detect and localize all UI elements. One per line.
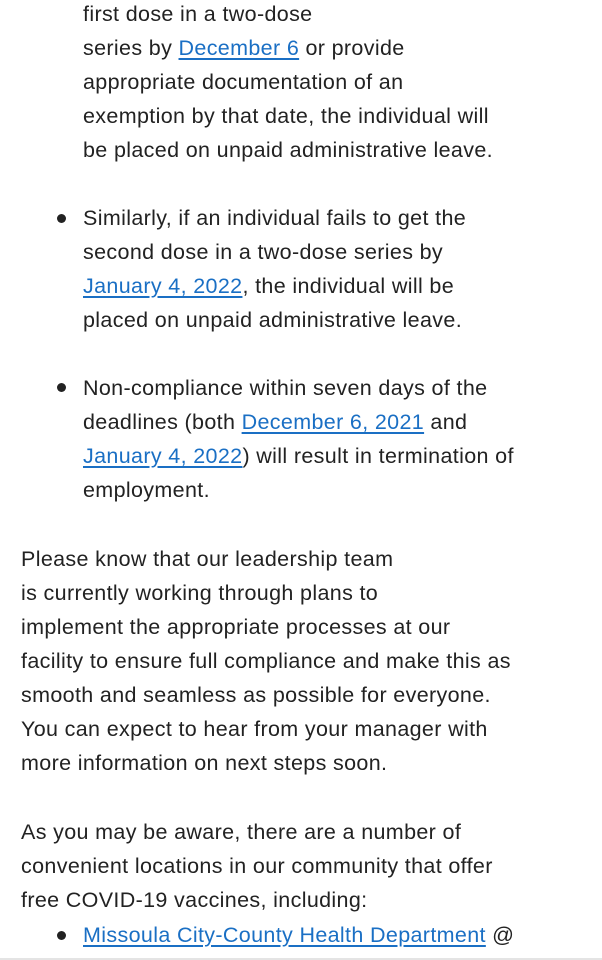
item3-line3 <box>83 439 598 473</box>
para1-line: Please know that our leadership team <box>21 547 394 571</box>
para2-line: free COVID-19 vaccines, including: <box>21 888 368 912</box>
december-6-2021-link[interactable]: December 6, 2021 <box>241 410 425 434</box>
item1-line1: first dose in a two-dose <box>83 2 313 26</box>
para2-line: As you may be aware, there are a number of <box>21 820 462 844</box>
item2-line1: Similarly, if an individual fails to get the <box>83 206 467 230</box>
item4-text-after: @ <box>485 923 515 947</box>
bullet-dot <box>57 931 66 940</box>
para1-line: is currently working through plans to <box>21 581 379 605</box>
item3-line2-text-after: and <box>424 410 468 434</box>
item2-line2: second dose in a two-dose series by <box>83 240 444 264</box>
para2-line: convenient locations in our community that offer <box>21 854 493 878</box>
item3-line3-text-after: ) will result in termination of <box>242 444 514 468</box>
item2-line3 <box>83 269 598 303</box>
list-item-health-department <box>83 918 598 952</box>
item2-line3-text-after: , the individual will be <box>242 274 455 298</box>
item1-line4: exemption by that date, the individual will <box>83 104 489 128</box>
item3-line2-text: deadlines (both <box>83 410 242 434</box>
para1-line: implement the appropriate processes at our <box>21 615 451 639</box>
item1-line5: be placed on unpaid administrative leave. <box>83 138 493 162</box>
para1-line: You can expect to hear from your manager with <box>21 717 488 741</box>
january-4-2022-link[interactable]: January 4, 2022 <box>83 274 243 298</box>
bullet-dot <box>57 383 66 392</box>
january-4-2022-link-2[interactable]: January 4, 2022 <box>83 444 243 468</box>
item1-line2-text-after: or provide <box>299 36 405 60</box>
para1-line: more information on next steps soon. <box>21 751 388 775</box>
december-6-link[interactable]: December 6 <box>178 36 300 60</box>
list-item-second-dose <box>83 201 598 337</box>
item3-line2 <box>83 405 598 439</box>
item1-line3: appropriate documentation of an <box>83 70 404 94</box>
vaccine-locations-paragraph <box>21 815 599 917</box>
para1-line: facility to ensure full compliance and make this as <box>21 649 511 673</box>
item3-line4: employment. <box>83 478 210 502</box>
leadership-paragraph <box>21 542 599 780</box>
item2-line4: placed on unpaid administrative leave. <box>83 308 463 332</box>
bullet-dot <box>57 214 66 223</box>
item1-line2 <box>83 31 598 65</box>
list-item-first-dose <box>83 0 598 167</box>
item4-line1 <box>83 918 598 952</box>
item3-line1: Non-compliance within seven days of the <box>83 376 488 400</box>
item1-line2-text: series by <box>83 36 179 60</box>
list-item-non-compliance <box>83 371 598 507</box>
para1-line: smooth and seamless as possible for everyone. <box>21 683 491 707</box>
missoula-health-department-link[interactable]: Missoula City-County Health Department <box>83 923 486 947</box>
